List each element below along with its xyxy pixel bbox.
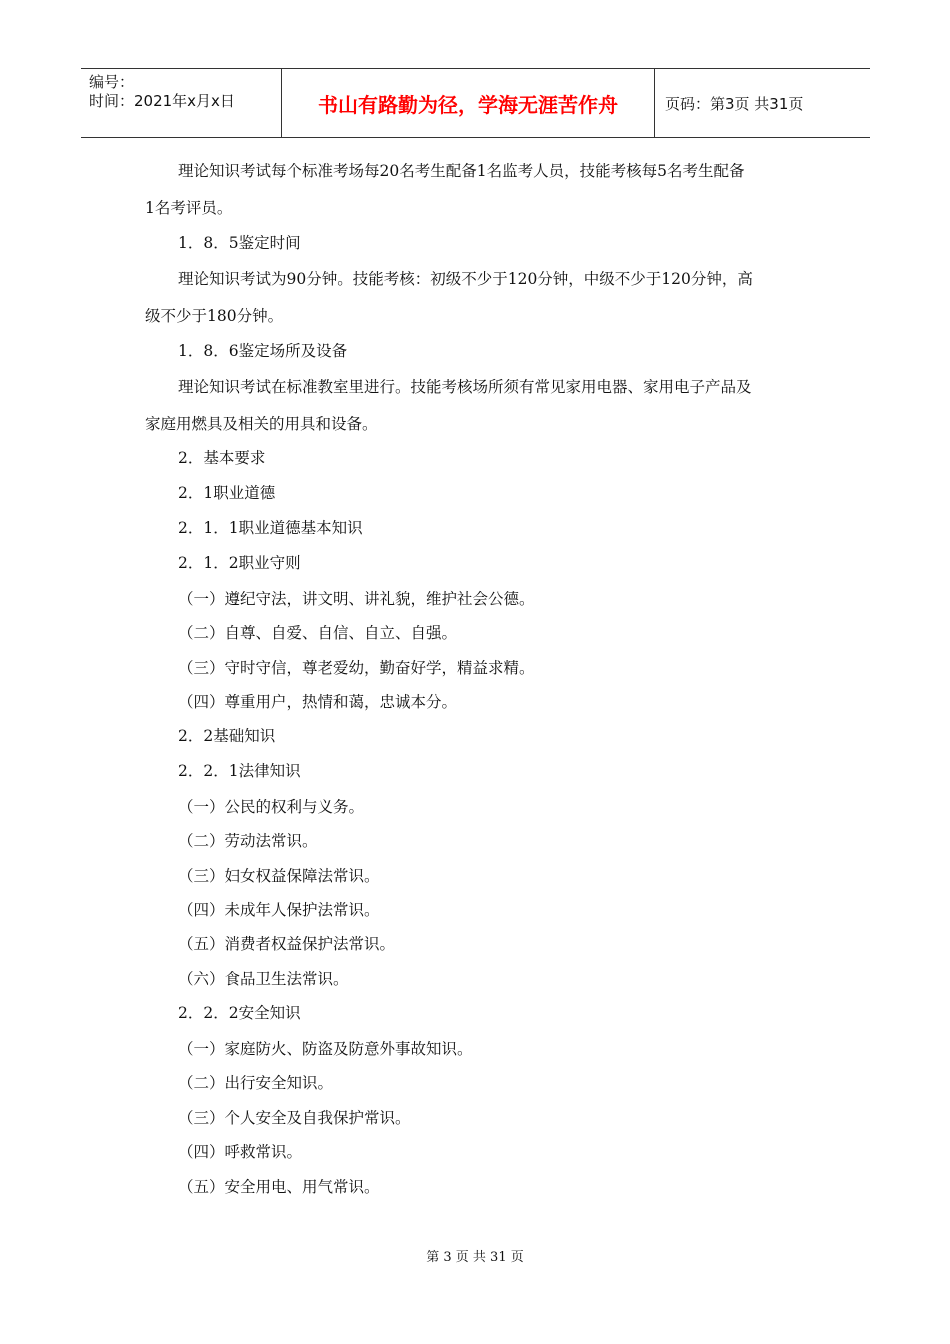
list-item: （三）守时守信，尊老爱幼，勤奋好学，精益求精。: [178, 659, 535, 677]
document-date: 时间：2021年x月x日: [89, 92, 235, 110]
footer-page-number: 第 3 页 共 31 页: [426, 1250, 524, 1265]
list-item: （五）消费者权益保护法常识。: [178, 935, 396, 953]
list-item: （五）安全用电、用气常识。: [178, 1178, 380, 1196]
body-line: 1名考评员。: [145, 199, 233, 217]
list-item: （二）自尊、自爱、自信、自立、自强。: [178, 624, 458, 642]
list-item: （四）未成年人保护法常识。: [178, 901, 380, 919]
section-heading: 1．8．6鉴定场所及设备: [178, 342, 348, 360]
section-heading: 2．2．1法律知识: [178, 762, 301, 780]
list-item: （一）家庭防火、防盗及防意外事故知识。: [178, 1040, 473, 1058]
list-item: （一）遵纪守法，讲文明、讲礼貌，维护社会公德。: [178, 590, 535, 608]
header-left-cell: [81, 69, 282, 137]
body-line: 级不少于180分钟。: [145, 307, 284, 325]
section-heading: 2．1．2职业守则: [178, 554, 301, 572]
list-item: （二）出行安全知识。: [178, 1074, 334, 1092]
body-line: 理论知识考试每个标准考场每20名考生配备1名监考人员，技能考核每5名考生配备: [178, 162, 745, 180]
list-item: （四）呼救常识。: [178, 1143, 303, 1161]
section-heading: 2．基本要求: [178, 449, 266, 467]
body-line: 理论知识考试在标准教室里进行。技能考核场所须有常见家用电器、家用电子产品及: [178, 378, 752, 396]
section-heading: 2．2．2安全知识: [178, 1004, 301, 1022]
section-heading: 2．2基础知识: [178, 727, 276, 745]
body-line: 理论知识考试为90分钟。技能考核：初级不少于120分钟，中级不少于120分钟，高: [178, 270, 753, 288]
section-heading: 1．8．5鉴定时间: [178, 234, 301, 252]
body-line: 家庭用燃具及相关的用具和设备。: [145, 415, 378, 433]
section-heading: 2．1职业道德: [178, 484, 276, 502]
list-item: （二）劳动法常识。: [178, 832, 318, 850]
list-item: （三）妇女权益保障法常识。: [178, 867, 380, 885]
document-number-label: 编号：: [89, 73, 135, 91]
section-heading: 2．1．1职业道德基本知识: [178, 519, 363, 537]
page-footer: [0, 1246, 950, 1265]
list-item: （三）个人安全及自我保护常识。: [178, 1109, 411, 1127]
header-page-code: 页码：第3页 共31页: [665, 94, 804, 113]
list-item: （四）尊重用户，热情和蔼，忠诚本分。: [178, 693, 458, 711]
list-item: （六）食品卫生法常识。: [178, 970, 349, 988]
header-motto: 书山有路勤为径，学海无涯苦作舟: [282, 69, 655, 137]
list-item: （一）公民的权利与义务。: [178, 798, 365, 816]
page-header: [81, 68, 870, 138]
